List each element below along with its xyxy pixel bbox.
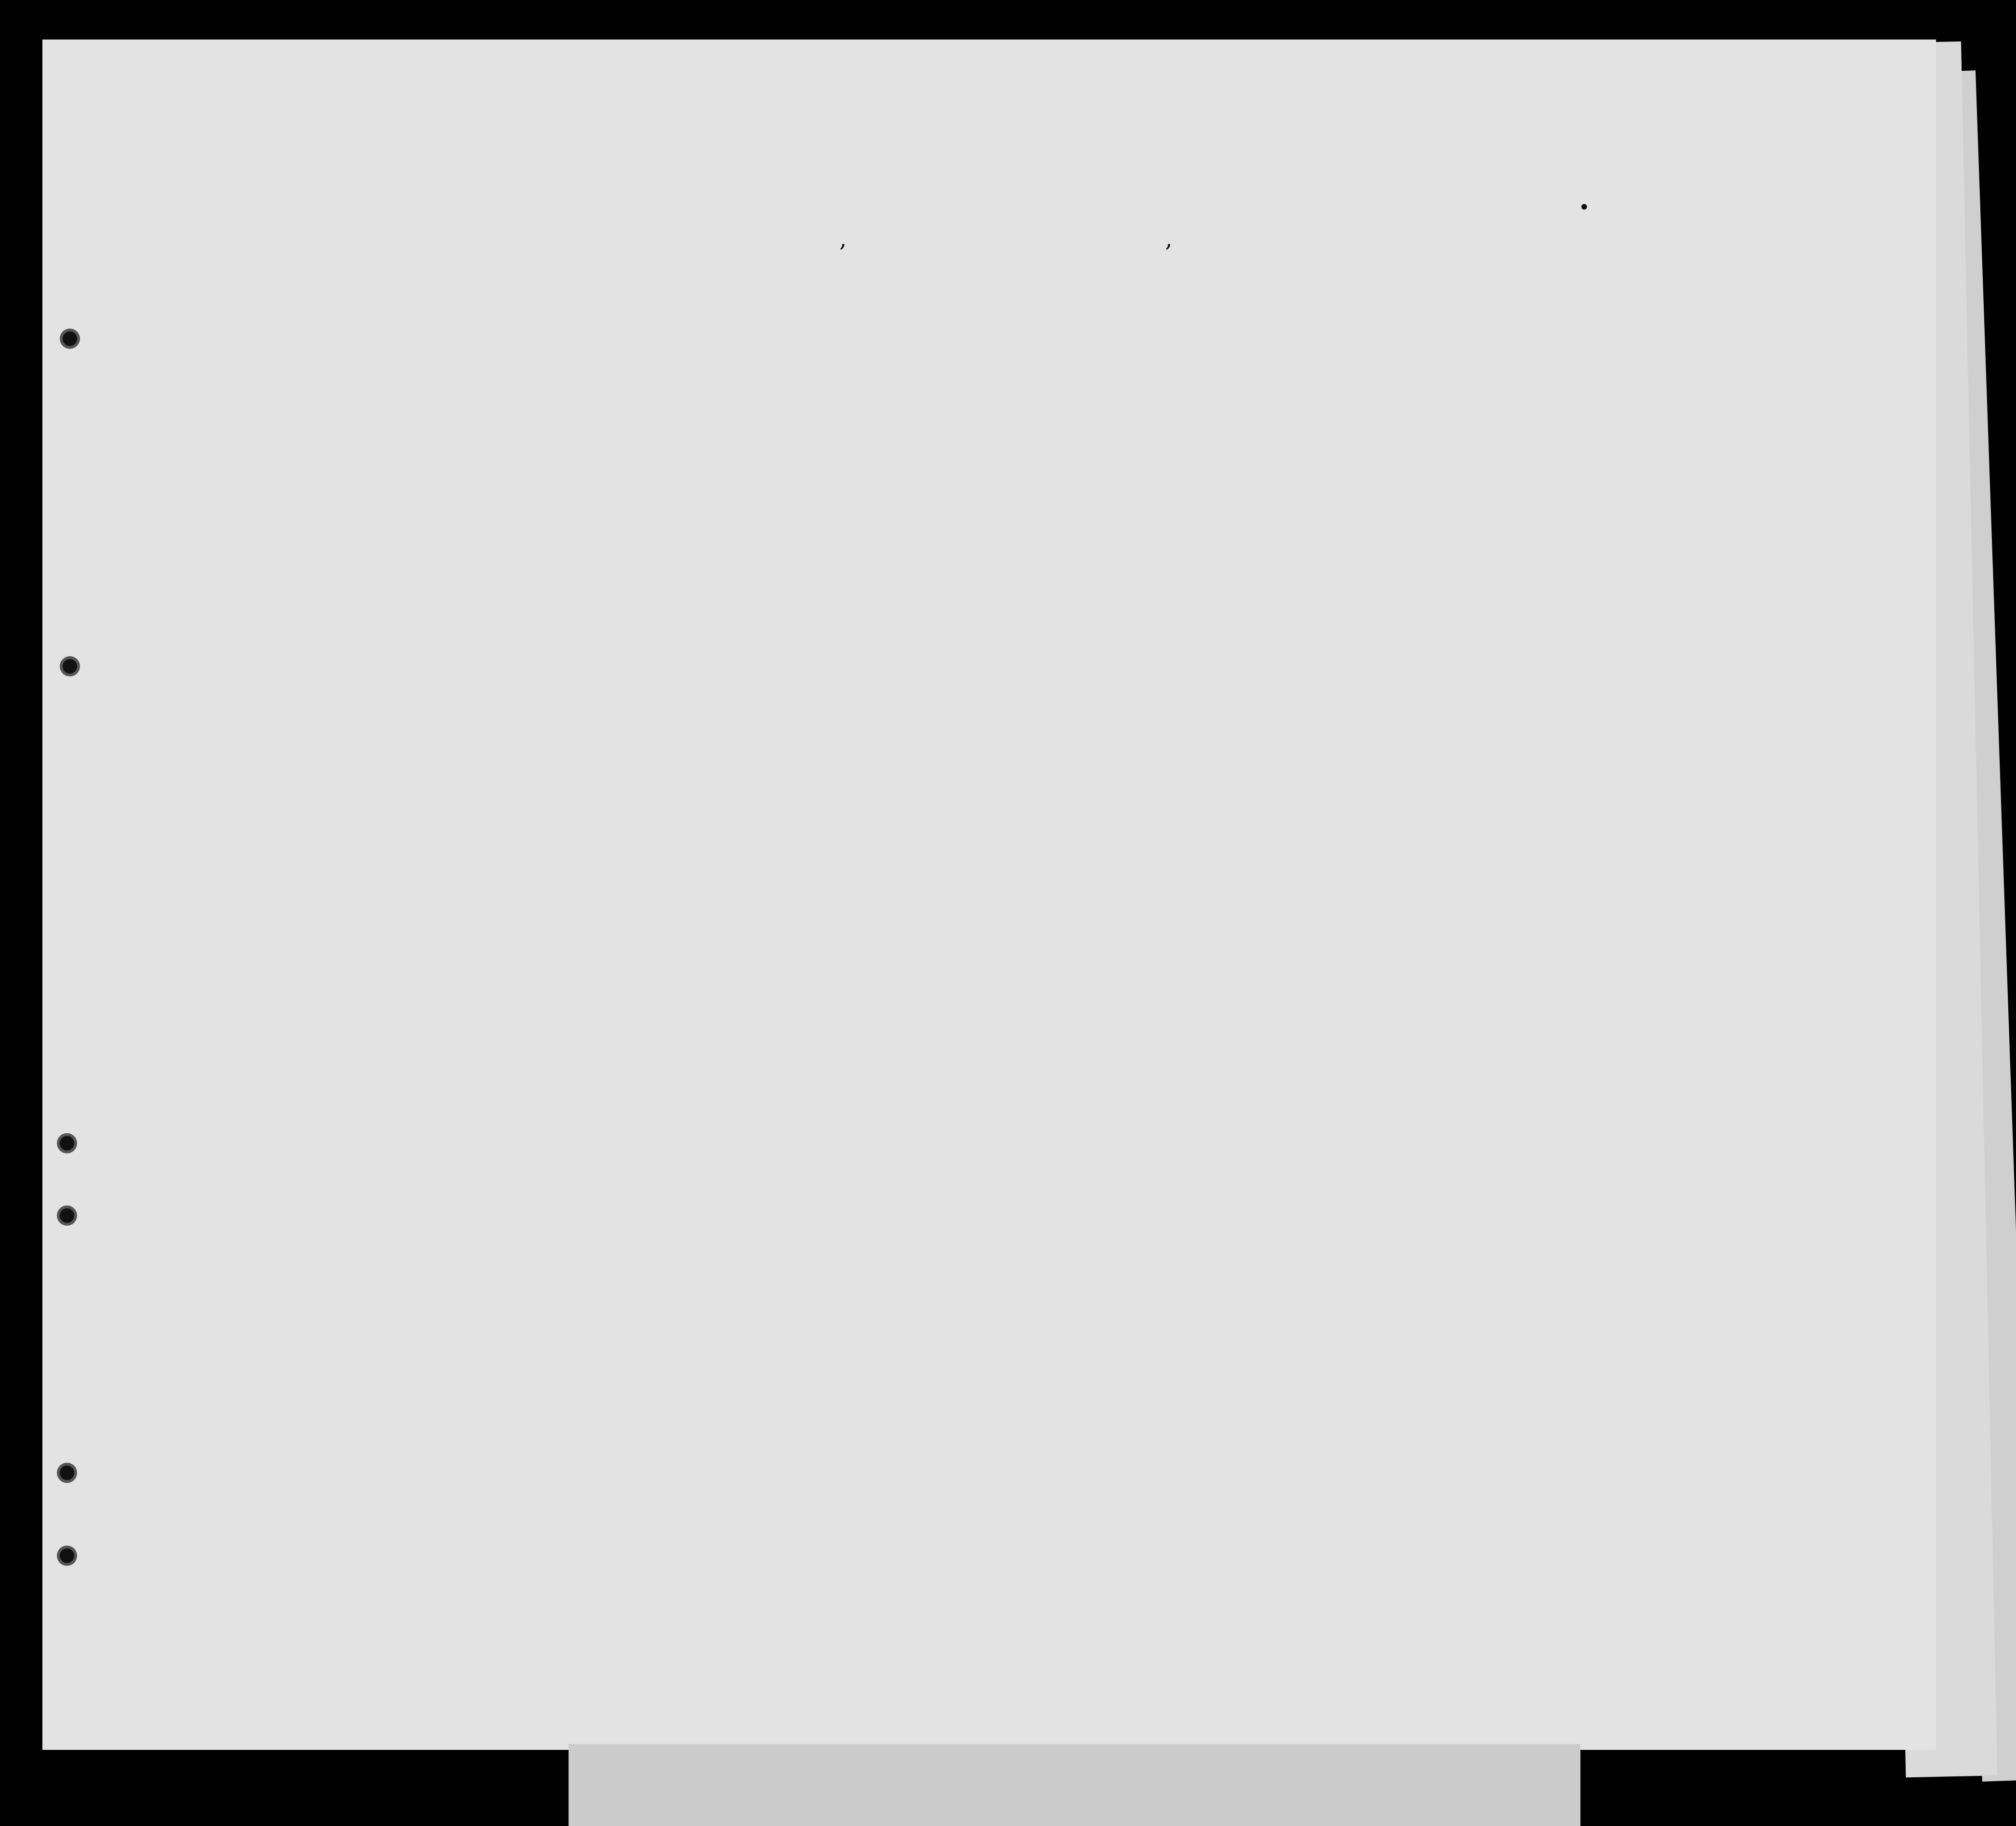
comma: ,: [839, 225, 847, 252]
punch-hole: [60, 1548, 74, 1563]
punch-hole: [60, 1136, 74, 1151]
punch-mark: •: [1578, 197, 1590, 219]
punch-hole: [63, 659, 77, 674]
punch-hole: [60, 1208, 74, 1223]
punch-hole: [63, 331, 77, 346]
comma: ,: [1165, 225, 1173, 252]
punch-hole: [60, 1466, 74, 1480]
